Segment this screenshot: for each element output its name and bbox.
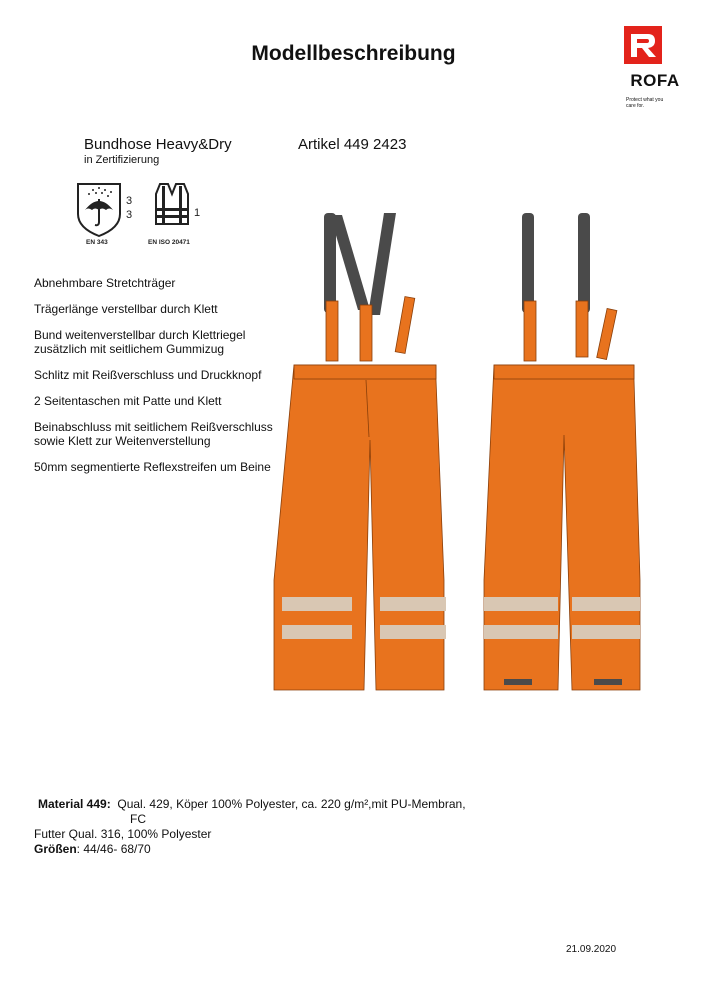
feature-item: Abnehmbare Stretchträger xyxy=(34,276,176,290)
logo-brand: ROFA xyxy=(630,71,680,90)
product-name: Bundhose Heavy&Dry xyxy=(84,136,232,153)
iso-level: 1 xyxy=(194,207,201,219)
front-view xyxy=(274,213,446,690)
back-hem-tab-left xyxy=(504,679,532,685)
product-drawing xyxy=(272,205,652,700)
en343-level-1: 3 xyxy=(126,195,133,207)
en-iso-20471-pictogram xyxy=(146,180,210,246)
certification-status: in Zertifizierung xyxy=(84,154,160,166)
lining-text: Futter Qual. 316, 100% Polyester xyxy=(34,827,212,841)
document-date: 21.09.2020 xyxy=(566,944,617,955)
sizes-label: Größen xyxy=(34,842,77,856)
feature-item: Bund weitenverstellbar durch Klettriegel zusätzlich mit seitlichem Gummizug xyxy=(34,328,246,356)
back-view xyxy=(484,213,640,690)
front-trousers xyxy=(274,365,444,690)
front-reflex-2-left xyxy=(282,625,352,639)
iso-caption: EN ISO 20471 xyxy=(148,239,190,246)
logo-tagline xyxy=(626,97,686,109)
material-text: Qual. 429, Köper 100% Polyester, ca. 220 g/m²,mit PU-Membran, xyxy=(117,797,466,811)
sizes-line xyxy=(34,842,534,857)
front-strap-tab-left xyxy=(326,301,338,361)
front-reflex-1-right xyxy=(380,597,446,611)
back-hem-tab-right xyxy=(594,679,622,685)
feature-list xyxy=(34,276,274,486)
back-strap-tab-left xyxy=(524,301,536,361)
front-strap-right xyxy=(368,213,396,315)
feature-item: Beinabschluss mit seitlichem Reißverschluss sowie Klett zur Weitenverstellung xyxy=(34,420,273,448)
page-title: Modellbeschreibung xyxy=(251,42,456,65)
back-trousers xyxy=(484,365,640,690)
back-strap-right xyxy=(578,213,590,313)
back-waistband xyxy=(494,365,634,379)
rofa-logo-mark-icon xyxy=(624,26,662,64)
back-strap-tab-right xyxy=(576,301,588,357)
back-reflex-2-right xyxy=(572,625,640,639)
front-strap-tab-right xyxy=(360,305,372,361)
material-info xyxy=(34,797,534,857)
feature-item: Trägerlänge verstellbar durch Klett xyxy=(34,302,218,316)
en343-level-2: 3 xyxy=(126,209,133,221)
en343-caption: EN 343 xyxy=(86,239,108,246)
logo-tagline-1: Protect what you xyxy=(626,97,664,103)
material-line xyxy=(34,797,534,812)
front-strap-end xyxy=(395,297,415,354)
sizes-value: : 44/46- 68/70 xyxy=(76,842,151,856)
feature-item: 50mm segmentierte Reflexstreifen um Beine xyxy=(34,460,271,474)
umbrella-shield-icon xyxy=(78,184,120,236)
logo-tagline-2: care for. xyxy=(626,103,645,109)
back-reflex-1-right xyxy=(572,597,640,611)
material-text-cont: FC xyxy=(130,812,146,826)
hi-vis-vest-icon xyxy=(156,184,188,224)
feature-item: Schlitz mit Reißverschluss und Druckknopf xyxy=(34,368,262,382)
front-waistband xyxy=(294,365,436,379)
back-reflex-2-left xyxy=(484,625,558,639)
back-strap-end xyxy=(597,308,617,359)
article-number: Artikel 449 2423 xyxy=(298,136,407,153)
front-reflex-2-right xyxy=(380,625,446,639)
front-reflex-1-left xyxy=(282,597,352,611)
en343-pictogram xyxy=(72,180,142,246)
material-label: Material 449: xyxy=(38,797,111,811)
back-strap-left xyxy=(522,213,534,313)
back-reflex-1-left xyxy=(484,597,558,611)
feature-item: 2 Seitentaschen mit Patte und Klett xyxy=(34,394,222,408)
rofa-logo xyxy=(624,26,686,109)
